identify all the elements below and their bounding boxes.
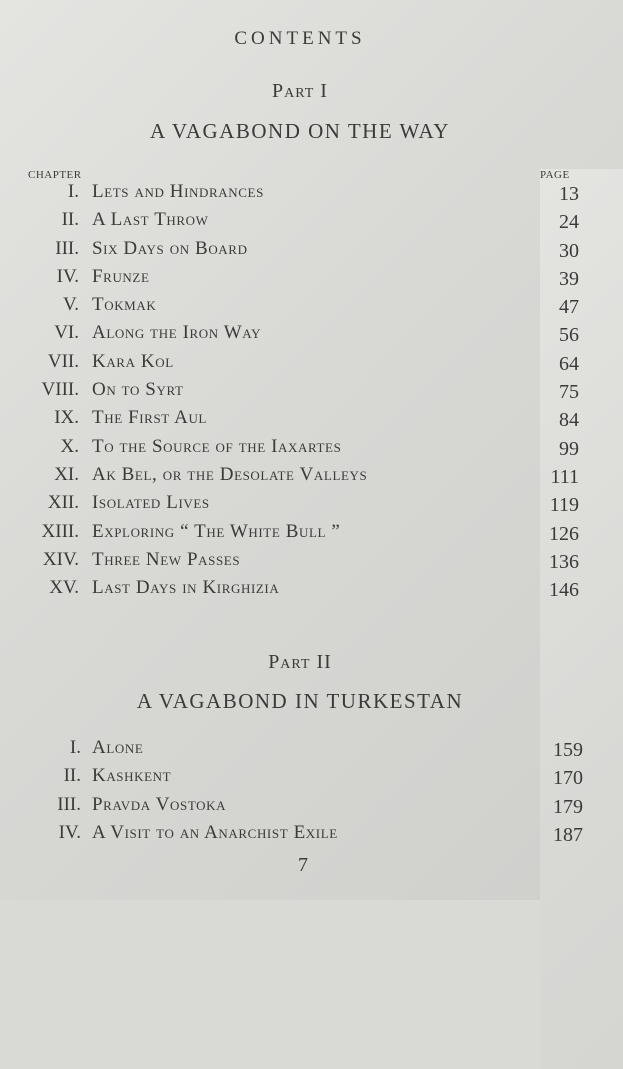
chapter-number: IV. (56, 265, 79, 287)
toc-entry[interactable] (0, 379, 623, 407)
chapter-title: Exploring “ The White Bull ” (92, 520, 341, 542)
chapter-title: Last Days in Kirghizia (92, 577, 280, 599)
chapter-number: V. (62, 294, 79, 316)
chapter-title: Pravda Vostoka (92, 793, 227, 815)
toc-entry[interactable] (0, 407, 623, 435)
toc-entry[interactable] (0, 521, 623, 549)
toc-entry[interactable] (0, 181, 623, 209)
part-one-chapter-list (0, 181, 623, 605)
chapter-title: Kashkent (92, 765, 172, 787)
chapter-number: IX. (54, 407, 79, 429)
chapter-number: VII. (47, 350, 79, 372)
chapter-page: 179 (553, 795, 583, 818)
toc-entry[interactable] (0, 577, 623, 605)
chapter-title: Kara Kol (92, 350, 174, 372)
chapter-title: Alone (92, 737, 144, 758)
chapter-title: The First Aul (92, 407, 207, 429)
toc-entry[interactable] (0, 351, 623, 379)
chapter-number: I. (69, 737, 81, 758)
toc-entry[interactable] (0, 209, 623, 237)
chapter-number: XV. (49, 577, 79, 599)
chapter-page: 24 (559, 211, 579, 234)
chapter-page: 13 (559, 183, 579, 205)
chapter-number: XIV. (42, 548, 79, 570)
chapter-page: 187 (553, 823, 583, 846)
toc-entry[interactable] (0, 294, 623, 322)
chapter-number: II. (63, 765, 81, 787)
chapter-page: 159 (553, 739, 583, 761)
chapter-page: 84 (559, 409, 579, 432)
chapter-column-header: CHAPTER (28, 169, 82, 181)
chapter-title: A Visit to an Anarchist Exile (92, 821, 338, 843)
chapter-title: Frunze (92, 265, 150, 287)
toc-entry[interactable] (0, 322, 623, 350)
chapter-number: III. (55, 237, 79, 259)
chapter-title: A Last Throw (92, 209, 209, 231)
part-two-title: A VAGABOND IN TURKESTAN (136, 689, 464, 713)
chapter-title: Six Days on Board (92, 237, 248, 259)
part-one-label: Part I (272, 80, 328, 102)
toc-entry[interactable] (0, 822, 623, 850)
part-two-chapter-list (0, 737, 623, 850)
page-column-header: PAGE (540, 169, 623, 1069)
toc-entry[interactable] (0, 464, 623, 492)
chapter-page: 170 (553, 767, 583, 790)
chapter-number: XI. (54, 463, 79, 485)
chapter-page: 47 (559, 296, 579, 319)
chapter-title: Isolated Lives (92, 492, 210, 514)
chapter-page: 56 (559, 324, 579, 347)
chapter-title: To the Source of the Iaxartes (92, 435, 342, 457)
toc-entry[interactable] (0, 238, 623, 266)
chapter-number: IV. (58, 821, 81, 843)
chapter-number: XII. (47, 492, 79, 514)
chapter-number: VI. (54, 322, 79, 344)
chapter-page: 75 (559, 381, 579, 404)
chapter-number: XIII. (41, 520, 79, 542)
contents-heading: CONTENTS (234, 28, 366, 49)
chapter-page: 126 (549, 522, 579, 545)
chapter-page: 30 (559, 239, 579, 262)
toc-entry[interactable] (0, 765, 623, 793)
chapter-page: 119 (549, 494, 579, 517)
chapter-page: 39 (559, 267, 579, 290)
chapter-page: 99 (559, 437, 579, 460)
page-number: 7 (298, 854, 308, 876)
toc-entry[interactable] (0, 436, 623, 464)
chapter-page: 136 (549, 550, 579, 573)
chapter-number: I. (67, 181, 79, 202)
chapter-number: VIII. (41, 379, 79, 401)
chapter-title: Tokmak (92, 294, 157, 316)
part-two-label: Part II (268, 651, 332, 673)
chapter-title: On to Syrt (92, 379, 184, 401)
toc-entry[interactable] (0, 549, 623, 577)
toc-entry[interactable] (0, 266, 623, 294)
chapter-number: II. (61, 209, 79, 231)
toc-entry[interactable] (0, 737, 623, 765)
chapter-page: 146 (549, 579, 579, 602)
chapter-title: Three New Passes (92, 548, 241, 570)
chapter-title: Ak Bel, or the Desolate Valleys (92, 463, 368, 485)
chapter-number: X. (60, 435, 79, 457)
chapter-number: III. (57, 793, 81, 815)
part-one-title: A VAGABOND ON THE WAY (150, 119, 450, 143)
toc-entry[interactable] (0, 492, 623, 520)
chapter-page: 64 (559, 352, 579, 375)
toc-entry[interactable] (0, 794, 623, 822)
chapter-page: 111 (550, 465, 579, 488)
chapter-title: Along the Iron Way (92, 322, 262, 344)
chapter-title: Lets and Hindrances (92, 181, 264, 202)
